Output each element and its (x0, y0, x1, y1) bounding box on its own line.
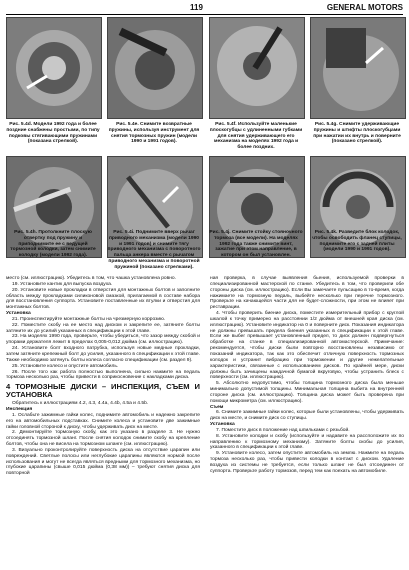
subheading: Съем (210, 404, 224, 410)
caption-5-4i: Рис. 5.4i. Поднимите вверх рычаг приводного механизма (модели 1990 и 1991 годов) и снимите тягу приводного механизма с поворотного пальца анкера вместе с рычагом приводного механизма и поворотной пружиной (показано стрелками). (107, 230, 201, 270)
paragraph: 26. После того как работа полностью выполнена, сильно нажмите на педаль тормоза несколько раз, чтобы привести в соприкосновение с накладками диска. (6, 369, 200, 381)
photo-5-4e (107, 17, 203, 119)
page-number: 119 (190, 3, 203, 12)
paragraph: 5. Абсолютно недопустимо, чтобы толщина тормозного диска была меньше минимально допустимой толщины. Минимальная толщина выбита на внутренней стороне диска (см. иллюстрацию). Толщина диска может быть проверена при помощи микрометра (см. иллюстрацию). (210, 381, 404, 404)
caption-5-4f: Рис. 5.4f. Используйте маленькие плоскогубцы с удлиненными губками для снятия удерживающего его механизма на моделях 1992 года и более поздних. (209, 122, 303, 151)
running-title: GENERAL MOTORS (326, 3, 403, 12)
paragraph: 8. Установите колодки и скобу (используйте и надавите на рассположите их по направлению к тормозному механизму). Затяните болты скобы до усилия, указанного в спецификации к этой главе. (210, 433, 404, 451)
paragraph: 23. На моделях 1990 года, проверьте, чтобы убедиться, что зазор между скобой и упорами держателя лежит в пределах 0,005-0,012 дюйма (см. иллюстрацию). (6, 334, 200, 346)
paragraph: 19. Установите кантик для выпуска воздуха. (12, 281, 113, 287)
caption-5-4h: Рис. 5.4h. Протолкните плоскую отвертку под пружину и приподнимите ее с ведущей тормозной колодки, затем снимите колодку (модели 1992 года). (10, 230, 96, 259)
paragraph: 22. Поместите скобу на ее место над диском и закрепите ее, затяните болты затяните их до усилий указанных в спецификации к этой главе. (6, 322, 200, 334)
photo-5-4g (310, 17, 406, 119)
paragraph: 7. Поместите диск в положение над шпильками с резьбой. (216, 427, 350, 433)
caption-5-4k: Рис. 5.4k. Разведите блок колодок, чтобы освободить фланец ступицы, поднимите его с задней плиты (модели 1990 и 1991 годов). (312, 230, 402, 253)
paragraph: ная проверка, в случае выявления бьения, используемой проверки в специализированной мастерской по станке. Убедитесь в том, что проверили обе стороны диска (см. иллюстрацию). Если Вы замечаете пульсацию в то-время, когда нажимаете на тормозную педаль, выбейте несколько при перечне тормозного. Проверьте на качающейся части для не будет-сложности, при этом не влияет при реставрации. (210, 276, 404, 311)
caption-5-4e: Рис. 5.4e. Снимите возвратные пружины, используя инструмент для снятия тормозных пружин (модели 1990 и 1991 годов). (108, 122, 200, 145)
paragraph: 20. Установите новые прокладки в отверстия для монтажных болтов и заполните область между прокладками силиконовой смазкой, прилагаемой в составе набора для восстановления суппорта. Установите поставленные их втулки и отверстия для монтажных болтов. (6, 287, 200, 311)
paragraph: 25. Установите колесо и опустите автомобиль. (12, 363, 119, 369)
pliers-photo-icon (210, 18, 304, 118)
text-column-left (6, 276, 200, 477)
page-header (6, 3, 403, 15)
photo-5-4d (6, 17, 102, 119)
paragraph: 2. Демонтируйте тормозную скобу, как это указано в разделе 3. Не нужно отсоединять тормозной шланг. После снятия колодок снимите скобу на крепление болтов, чтобы она не висела на тормозном шланге (см. иллюстрацию). (6, 430, 200, 448)
paragraph: 21. Проинспектируйте монтажные болты на чрезмерную коррозию. (12, 316, 166, 322)
section-heading: 4 ТОРМОЗНЫЕ ДИСКИ – ИНСПЕКЦИЯ, СЪЕМ И УСТАНОВКА (6, 382, 200, 400)
text-column-right (210, 276, 404, 475)
paragraph: Обратитесь к иллюстрациям 4.2, 4.3, 4.4а, 4.4b, 4.5а и 4.5b. (12, 401, 149, 407)
brake-drum-photo-icon (7, 18, 101, 118)
paragraph: 6. Снимите зажимные гайки колес, которые были установлены, чтобы удерживать диск на месте, и снимите диск со ступицы. (210, 410, 404, 422)
paragraph: место (см. иллюстрацию). Убедитесь в том, что чашка установлена ровно. (6, 276, 177, 281)
retainer-spring-photo-icon (311, 18, 405, 118)
subheading: Установка (210, 422, 235, 428)
paragraph: 3. Визуально проконтролируйте поверхность диска на отсутствие царапин или повреждений. Светлые полосы или неглубокие царапины являются нормой после использования и могут не всегда являться вредными для тормозного механизма, но глубокие царапины (свыше 0,015 дюйма (0,38 мм)) – требуют снятия диска для повторной (6, 447, 200, 477)
subheading: Установка (6, 311, 31, 317)
caption-5-4d: Рис. 5.4d. Модели 1992 года и более поздние снабжены простыми, по типу подковы стягивающими пружинами (показана стрелкой). (6, 122, 100, 145)
paragraph: 9. Установите колесо, затем опустите автомобиль на землю. Нажмите на педаль тормоза несколько раз, чтобы привести колодки в контакт с диском. Удаление воздуха из системы не требуется, если только шланг не был отсоединен от суппорта. Проверьте работу тормозов, перед тем как поехать на автомобиле. (210, 451, 404, 474)
paragraph: 4. Чтобы проверить биение диска, поместите измерительный прибор с круглой шкалой к точку примерно на расстоянии 1/2 дюйма от внешней края диска (см. иллюстрацию). Установите индикатор на 0 и поверните диск. Показания индикатора не должны превышать предела биения указанных в спецификации к этой главе. Если же выбег превышает установленный предел, то диск должен подвергнуться обработке на станке в специализированной автомастерской. Примечание: рекомендуется, чтобы диски были повторно восстановлены независимо от показаний индикатора, так как это обеспечит отличную поверхность тормозных колодок и устранит вибрацию при торможении и другие нежелательные характеристики, связанные с использованием дисков. По крайней мере, диски должны быть зачищены наждачной бумагой вкруговую, чтобы устранить блеск с поверхности (см. иллюстрацию). (210, 311, 404, 381)
paragraph: 1. Ослабьте зажимные гайки колес, поднимите автомобиль и надежно закрепите его на автомобильных подставках. Снимите колеса и установите две зажимные гайки головной стороной к диску, чтобы удерживать диск на месте. (6, 412, 200, 430)
caption-5-4j: Рис. 5.4j. Снимите стойку стояночного тормоза (все модели). На моделях 1992 года также снимите винт, зажатие при этом направление, в котором он был установлен. (209, 230, 303, 259)
spring-tool-photo-icon (108, 18, 202, 118)
caption-5-4g: Рис. 5.4g. Снимите удерживающие пружины и штифты плоскогубцами при нажатии их внутрь и поверните (показано стрелкой). (313, 122, 401, 145)
paragraph: 24. Установите болт входного патрубка, используя новые медные прокладки, затем затяните крепежный болт до усилия, указанного в спецификации к этой главе. Также необходимо затянуть болты колеса согласно спецификации (см. раздел 9). (6, 346, 200, 363)
subheading: Инспекция (6, 407, 33, 413)
photo-5-4f (209, 17, 305, 119)
